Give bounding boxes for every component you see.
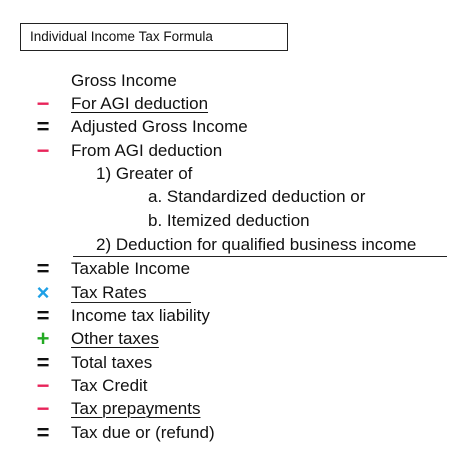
income-tax-liability-label: Income tax liability — [71, 306, 210, 325]
formula-row-from-agi-deduction — [0, 140, 474, 163]
greater-of-label: 1) Greater of — [96, 164, 193, 183]
minus-sign: − — [36, 373, 50, 398]
plus-sign: + — [36, 326, 50, 351]
tax-rates-label: Tax Rates — [71, 283, 147, 302]
tax-prepayments-label: Tax prepayments — [71, 399, 201, 418]
formula-row-total-taxes — [0, 352, 474, 375]
formula-row-other-taxes — [0, 328, 474, 351]
formula-row-gross-income — [0, 70, 474, 93]
itemized-deduction-label: b. Itemized deduction — [148, 211, 310, 230]
adjusted-gross-income-label: Adjusted Gross Income — [71, 117, 248, 136]
formula-row-income-tax-liability — [0, 305, 474, 328]
formula-row-greater-of — [0, 163, 474, 186]
equals-sign: = — [36, 350, 50, 375]
tax-credit-label: Tax Credit — [71, 376, 148, 395]
minus-sign: − — [36, 396, 50, 421]
formula-row-taxable-income — [0, 258, 474, 281]
formula-row-tax-due-or-refund — [0, 422, 474, 445]
equals-sign: = — [36, 303, 50, 328]
tax-due-or-refund-label: Tax due or (refund) — [71, 423, 215, 442]
formula-row-standardized-deduction — [0, 186, 474, 209]
formula-row-for-agi-deduction — [0, 93, 474, 116]
formula-row-qbi-deduction — [0, 234, 474, 257]
tax-rates-underline — [71, 302, 191, 303]
minus-sign: − — [36, 91, 50, 116]
formula-row-tax-credit — [0, 375, 474, 398]
standardized-deduction-label: a. Standardized deduction or — [148, 187, 366, 206]
qbi-deduction-label: 2) Deduction for qualified business income — [96, 235, 417, 254]
from-agi-deduction-label: From AGI deduction — [71, 141, 223, 160]
title-box — [20, 23, 288, 51]
gross-income-label: Gross Income — [71, 71, 177, 90]
minus-sign: − — [36, 138, 50, 163]
for-agi-deduction-label: For AGI deduction — [71, 94, 209, 113]
times-sign: × — [36, 280, 50, 305]
page-title: Individual Income Tax Formula — [30, 29, 213, 44]
taxable-income-label: Taxable Income — [71, 259, 191, 278]
equals-sign: = — [36, 256, 50, 281]
total-taxes-label: Total taxes — [71, 353, 153, 372]
other-taxes-label: Other taxes — [71, 329, 159, 348]
equals-sign: = — [36, 420, 50, 445]
equals-sign: = — [36, 114, 50, 139]
qbi-underline — [73, 256, 447, 257]
formula-row-adjusted-gross-income — [0, 116, 474, 139]
formula-row-tax-prepayments — [0, 398, 474, 421]
formula-row-itemized-deduction — [0, 210, 474, 233]
